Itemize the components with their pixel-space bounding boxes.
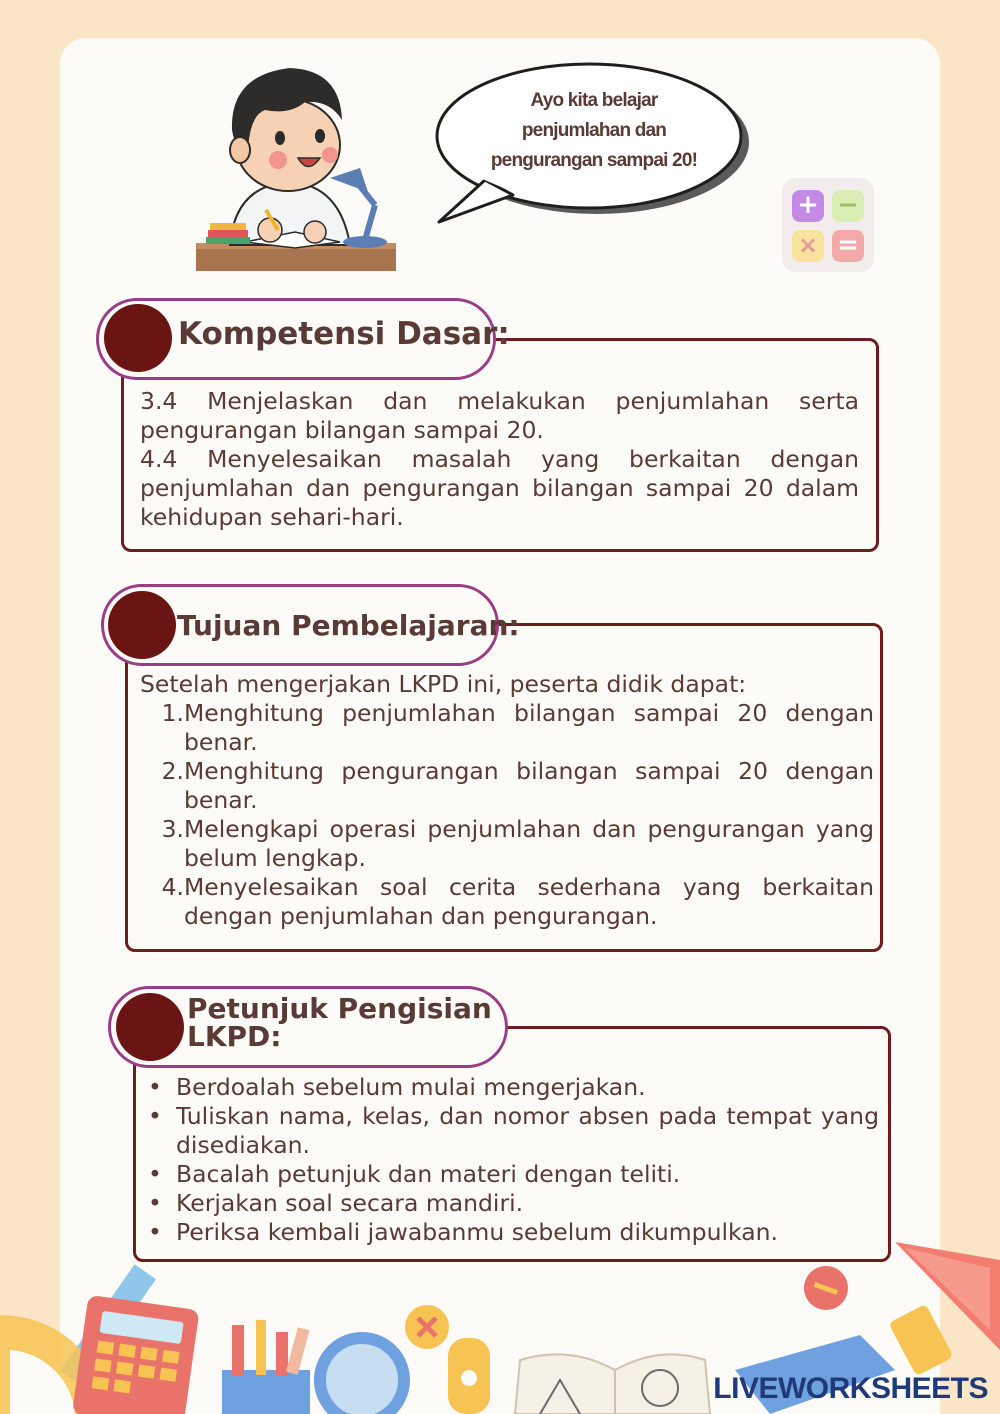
tujuan-heading: Tujuan Pembelajaran: — [177, 609, 520, 642]
list-text: Menghitung penjumlahan bilangan sampai 20 dengan benar. — [184, 699, 874, 756]
list-number: 4. — [161, 873, 184, 901]
kompetensi-body — [140, 387, 859, 532]
bullet-icon: • — [148, 1218, 162, 1246]
petunjuk-heading — [187, 992, 492, 1053]
kompetensi-item-2: 4.4 Menyelesaikan masalah yang berkaitan dengan penjumlahan dan pengurangan bilangan sampai 20 dalam kehidupan sehari-hari. — [140, 445, 859, 531]
tujuan-list — [140, 699, 874, 931]
liveworksheets-watermark[interactable]: LIVEWORKSHEETS — [713, 1372, 988, 1405]
list-number: 3. — [161, 815, 184, 843]
plus-icon: + — [792, 190, 824, 222]
list-item — [140, 757, 874, 815]
list-text: Menyelesaikan soal cerita sederhana yang berkaitan dengan penjumlahan dan pengurangan. — [184, 873, 874, 930]
speech-line-3: pengurangan sampai 20! — [490, 150, 698, 171]
list-item — [140, 1189, 879, 1218]
math-operators-icon — [782, 178, 874, 272]
list-item — [140, 1073, 879, 1102]
list-text: Bacalah petunjuk dan materi dengan teliti. — [176, 1160, 681, 1188]
bullet-icon: • — [148, 1073, 162, 1101]
kompetensi-dot — [104, 304, 172, 372]
minus-icon: − — [832, 190, 864, 222]
times-icon: × — [792, 230, 824, 262]
bullet-icon: • — [148, 1189, 162, 1217]
list-item — [140, 873, 874, 931]
bullet-icon: • — [148, 1160, 162, 1188]
kompetensi-heading: Kompetensi Dasar: — [178, 316, 510, 352]
boy-studying-illustration — [190, 60, 405, 275]
list-text: Tuliskan nama, kelas, dan nomor absen pada tempat yang disediakan. — [176, 1102, 879, 1159]
tujuan-body — [140, 670, 874, 931]
list-number: 2. — [161, 757, 184, 785]
list-text: Kerjakan soal secara mandiri. — [176, 1189, 524, 1217]
list-item — [140, 815, 874, 873]
petunjuk-heading-line-1: Petunjuk Pengisian — [187, 992, 492, 1025]
list-text: Berdoalah sebelum mulai mengerjakan. — [176, 1073, 646, 1101]
list-item — [140, 1102, 879, 1160]
list-text: Melengkapi operasi penjumlahan dan pengurangan yang belum lengkap. — [184, 815, 874, 872]
list-item — [140, 1160, 879, 1189]
speech-line-1: Ayo kita belajar — [530, 90, 658, 111]
list-text: Menghitung pengurangan bilangan sampai 20 dengan benar. — [184, 757, 874, 814]
list-item — [140, 699, 874, 757]
kompetensi-item-1: 3.4 Menjelaskan dan melakukan penjumlahan serta pengurangan bilangan sampai 20. — [140, 387, 859, 444]
speech-line-2: penjumlahan dan — [521, 120, 667, 141]
equals-icon: = — [832, 230, 864, 262]
tujuan-intro: Setelah mengerjakan LKPD ini, peserta didik dapat: — [140, 670, 747, 698]
tujuan-dot — [108, 591, 176, 659]
list-number: 1. — [161, 699, 184, 727]
petunjuk-dot — [116, 993, 184, 1061]
speech-bubble-text — [462, 86, 726, 176]
petunjuk-heading-line-2: LKPD: — [187, 1020, 282, 1053]
list-text: Periksa kembali jawabanmu sebelum dikumpulkan. — [176, 1218, 778, 1246]
bullet-icon: • — [148, 1102, 162, 1130]
